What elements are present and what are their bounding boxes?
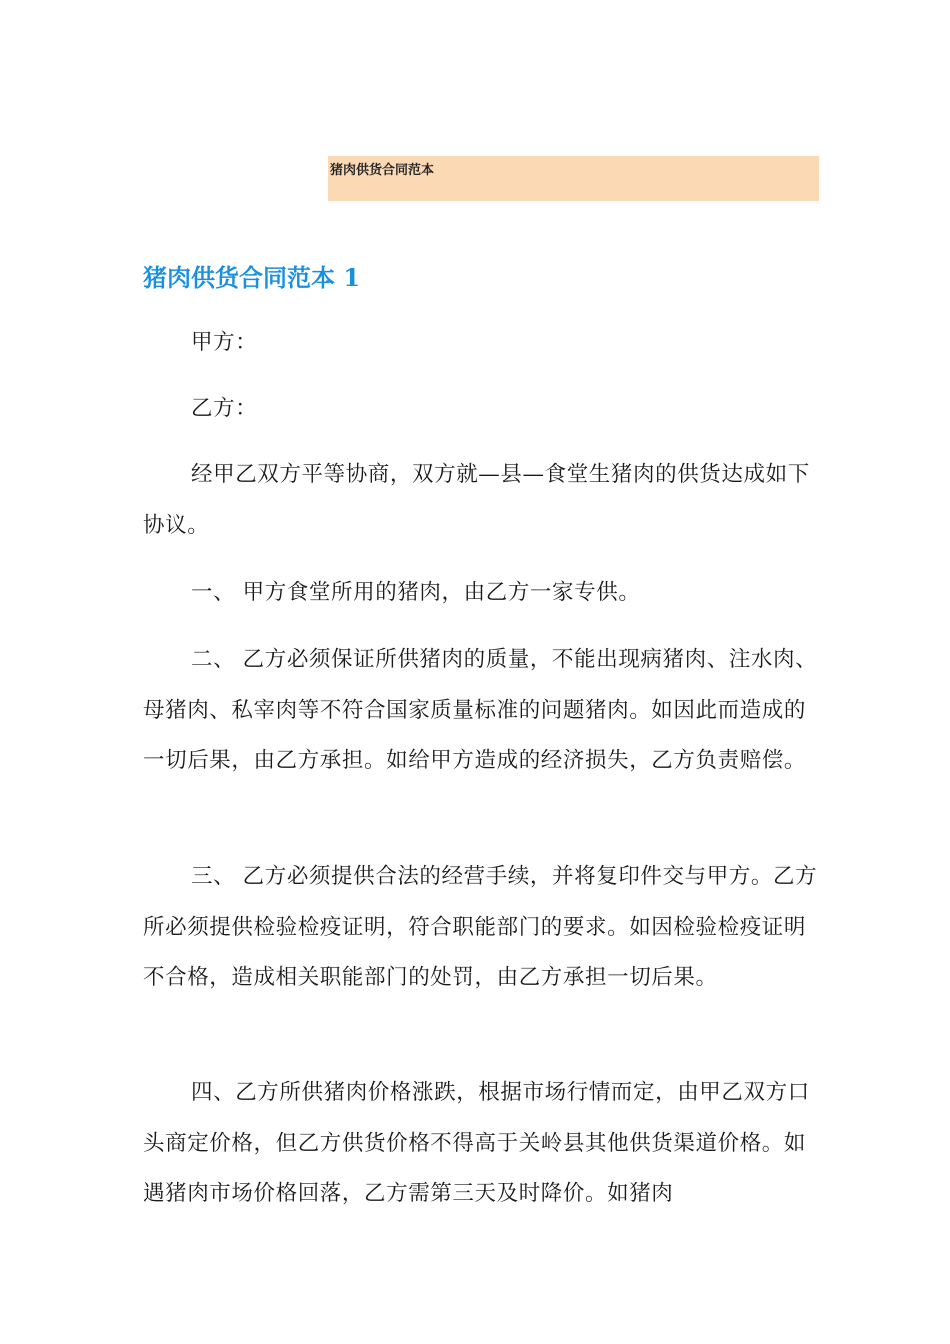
clause-3-paragraph: 三、 乙方必须提供合法的经营手续，并将复印件交与甲方。乙方所必须提供检验检疫证明，符合职能部门的要求。如因检验检疫证明不合格，造成相关职能部门的处罚，由乙方承担一切后果。	[143, 864, 818, 990]
document-title: 猪肉供货合同范本 1	[143, 263, 361, 292]
party-a-line: 甲方：	[191, 330, 258, 355]
header-band	[328, 156, 819, 201]
intro-paragraph: 经甲乙双方平等协商，双方就—县—食堂生猪肉的供货达成如下协议。	[143, 462, 810, 538]
header-label: 猪肉供货合同范本	[330, 163, 435, 178]
clause-2-paragraph: 二、 乙方必须保证所供猪肉的质量，不能出现病猪肉、注水肉、母猪肉、私宰肉等不符合国家质量标准的问题猪肉。如因此而造成的一切后果，由乙方承担。如给甲方造成的经济损失，乙方负责赔偿。	[143, 647, 818, 773]
party-b-line: 乙方：	[191, 396, 258, 421]
clause-4-paragraph: 四、乙方所供猪肉价格涨跌，根据市场行情而定，由甲乙双方口头商定价格，但乙方供货价格不得高于关岭县其他供货渠道价格。如遇猪肉市场价格回落，乙方需第三天及时降价。如猪肉	[143, 1080, 810, 1206]
clause-1-paragraph: 一、 甲方食堂所用的猪肉，由乙方一家专供。	[191, 580, 641, 605]
